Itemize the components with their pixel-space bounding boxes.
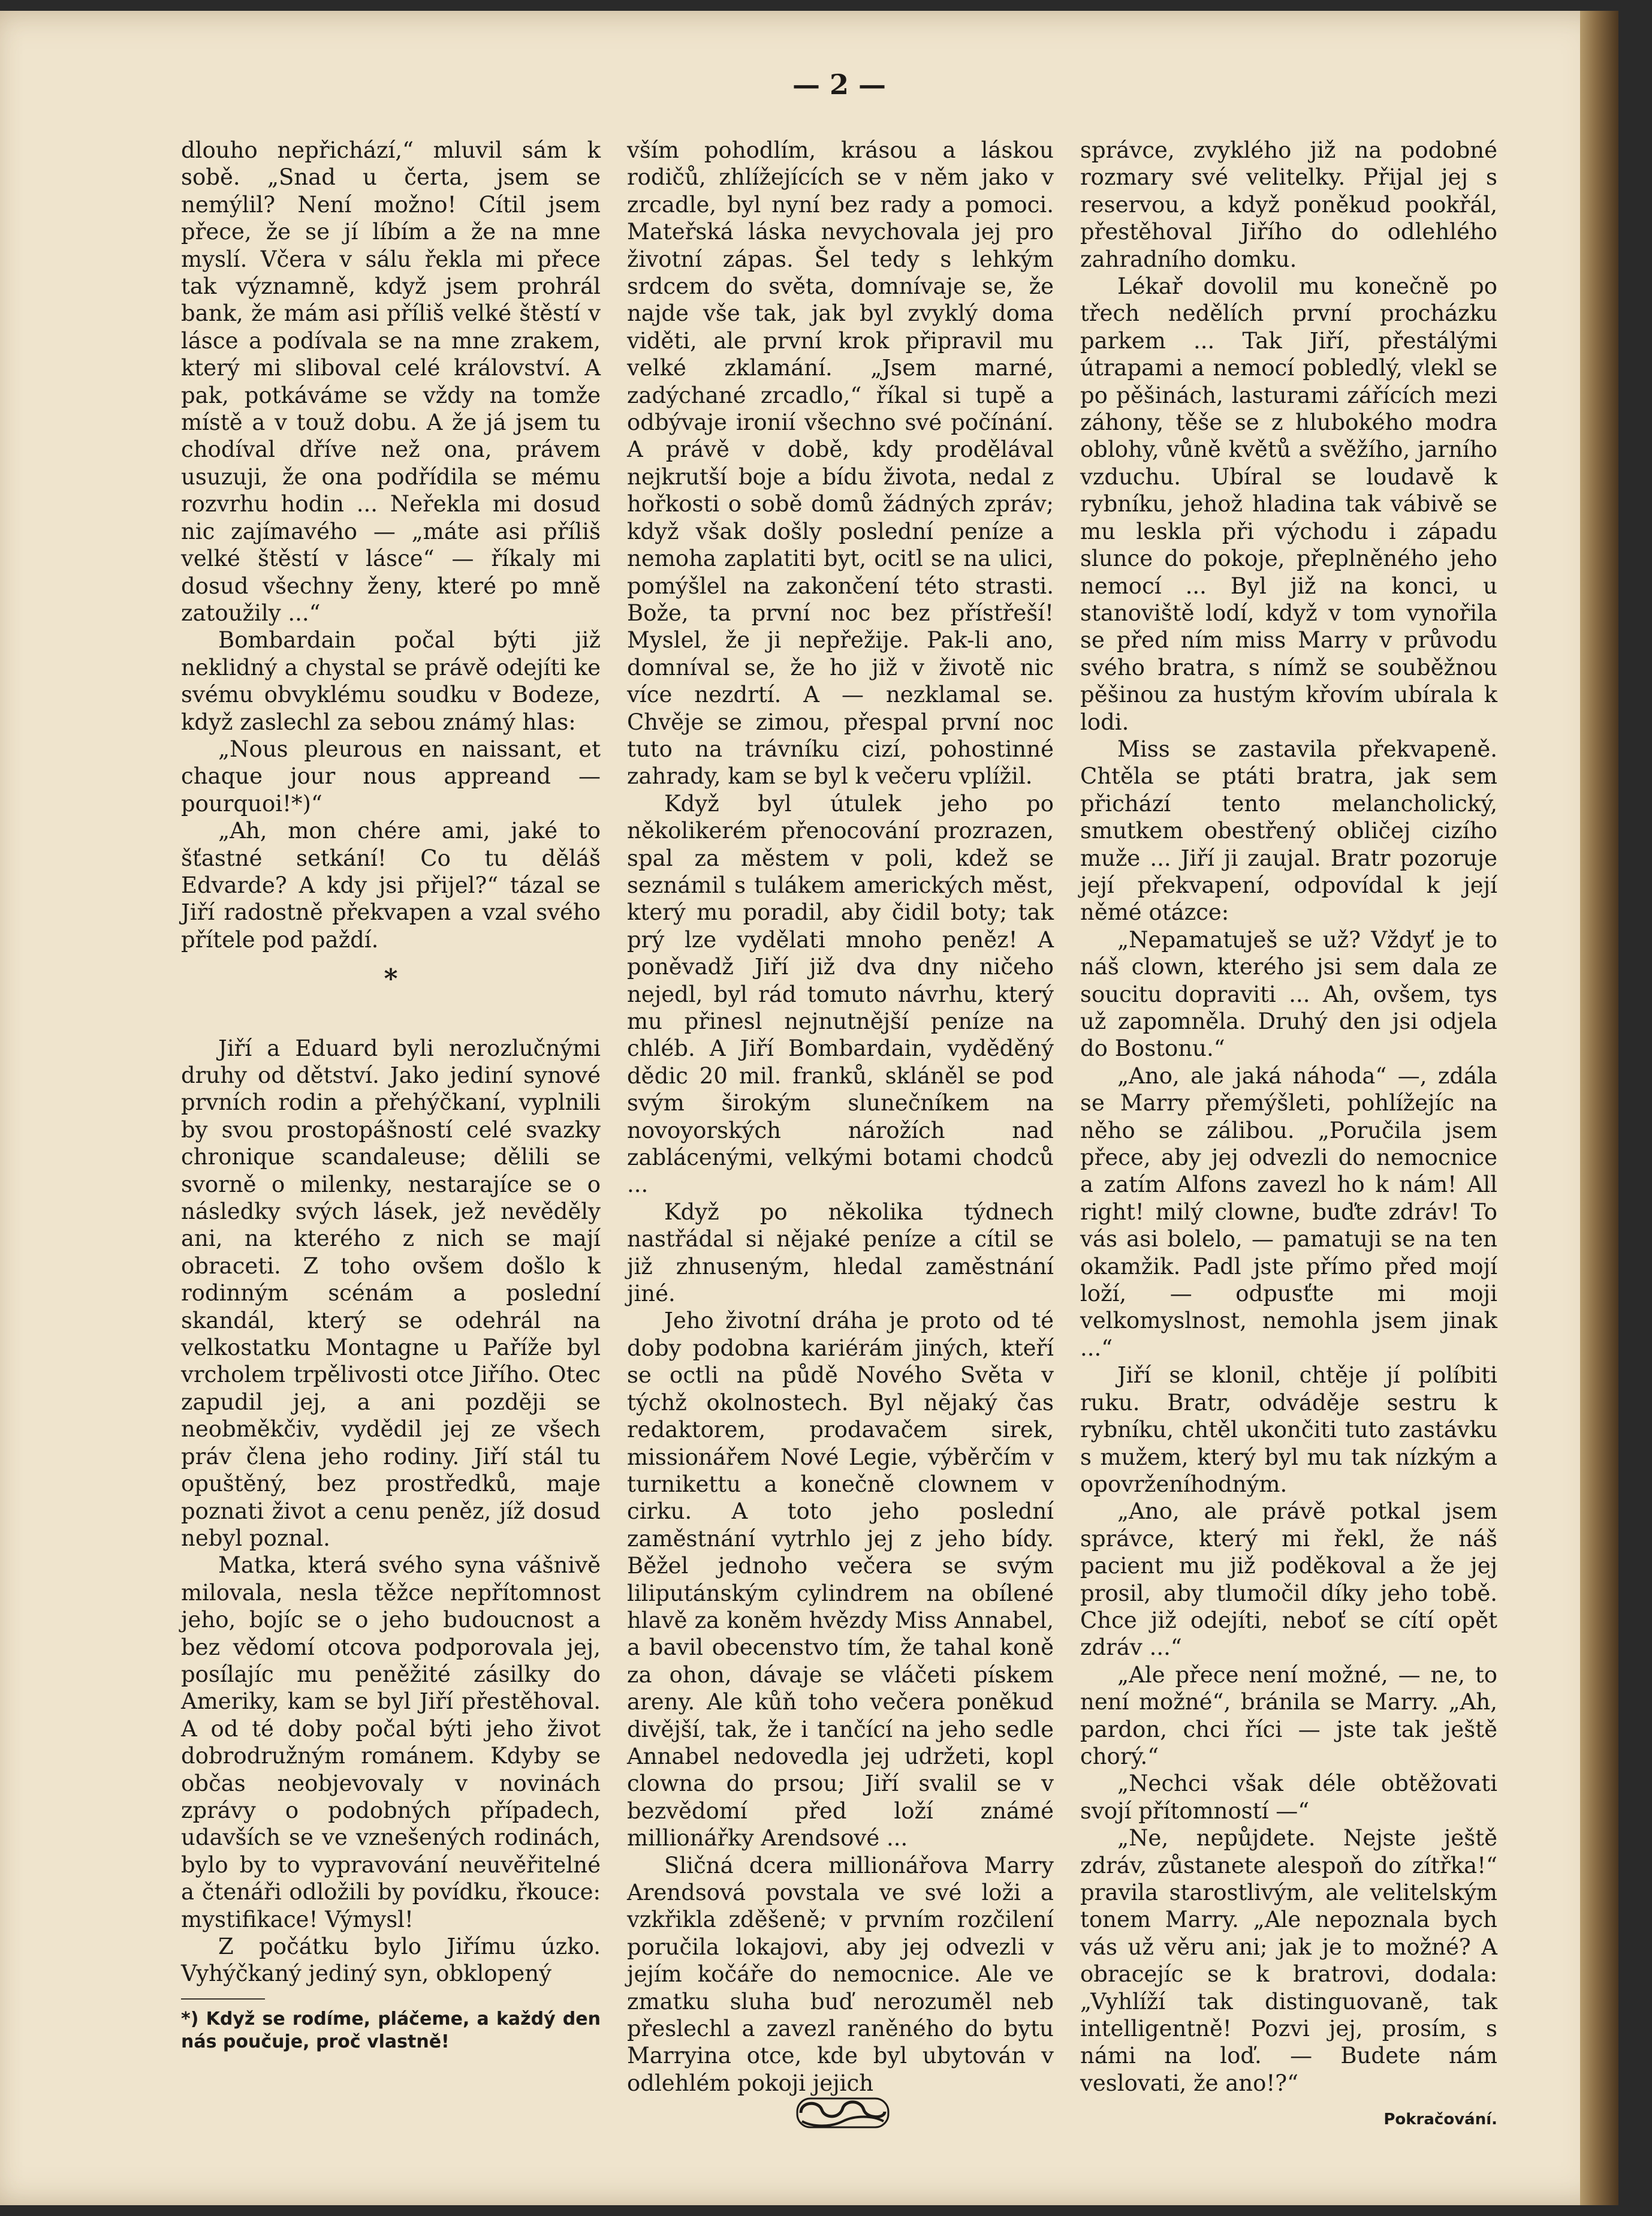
paragraph: vším pohodlím, krásou a láskou rodičů, zhlížejících se v něm jako v zrcadle, byl nyní bez rady a pomoci. Mateřská láska nevychovala jej pro životní zápas. Šel tedy s lehkým srdcem do světa, domnívaje se, že najde vše tak, jak byl zvyklý doma viděti, ale první krok připravil mu velké zklamání. „Jsem marné, zadýchané zrcadlo,“ říkal si tupě a odbývaje ironií všechno své počínání. A právě v době, kdy prodělával nejkrutší boje a bídu života, nedal z hořkosti o sobě domů žádných zpráv; když však došly poslední peníze a nemoha zaplatiti byt, ocitl se na ulici, pomýšlel na zakončení této strasti. Bože, ta první noc bez přístřeší! Myslel, že ji nepřežije. Pak-li ano, domníval se, že ho již v životě nic více nezdrtí. A — nezklamal se. Chvěje se zimou, přespal první noc tuto na trávníku cizí, pohostinné zahrady, kam se byl k večeru vplížil. xyxy=(627,137,1054,790)
paragraph: „Ah, mon chére ami, jaké to šťastné setkání! Co tu děláš Edvarde? A kdy jsi přijel?“ tázal se Jiří radostně překvapen a vzal svého přítele pod paždí. xyxy=(181,818,601,953)
continued-note: Pokračování. xyxy=(1383,2110,1497,2129)
paragraph: „Ano, ale právě potkal jsem správce, který mi řekl, že náš pacient mu již poděkoval a že jej prosil, aby tlumočil díky jeho tobě. Chce již odejíti, neboť se cítí opět zdráv ...“ xyxy=(1080,1498,1497,1661)
paragraph: Matka, která svého syna vášnivě milovala, nesla těžce nepřítomnost jeho, bojíc se o jeho budoucnost a bez vědomí otcova podporovala jej, posílajíc mu peněžité zásilky do Ameriky, kam se byl Jiří přestěhoval. A od té doby počal býti jeho život dobrodružným románem. Kdyby se občas neobjevovaly v novinách zprávy o podobných případech, udavších se ve vznešených rodinách, bylo by to vypravování neuvěřitelné a čtenáři odložili by povídku, řkouce: mystifikace! Výmysl! xyxy=(181,1552,601,1932)
newspaper-page xyxy=(0,11,1618,2205)
paragraph: Sličná dcera millionářova Marry Arendsová povstala ve své loži a vzkřikla zděšeně; v prvním rozčilení poručila lokajovi, aby jej odvezli v jejím kočáře do nemocnice. Ale ve zmatku sluha buď nerozuměl neb přeslechl a zavezl raněného do bytu Marryina otce, kde byl ubytován v odlehlém pokoji jejich xyxy=(627,1852,1054,2096)
paragraph: Z počátku bylo Jiřímu úzko. Vyhýčkaný jediný syn, obklopený xyxy=(181,1934,601,1987)
column-3 xyxy=(1080,137,1497,2134)
decorative-ornament-icon xyxy=(795,2095,891,2131)
column-1 xyxy=(181,137,601,2054)
section-separator: * xyxy=(384,964,398,995)
page-number: — 2 — xyxy=(792,68,887,101)
paragraph: „Ne, nepůjdete. Nejste ještě zdráv, zůstanete alespoň do zítřka!“ pravila starostlivým, ale velitelským tonem Marry. „Ale nepoznala bych vás už věru ani; jak je to možné? A obracejíc se k bratrovi, dodala: „Vyhlíží tak distinguovaně, tak intelligentně! Pozvi jej, prosím, s námi na loď. — Budete nám veslovati, že ano!?“ xyxy=(1080,1825,1497,2096)
paragraph: Jiří se klonil, chtěje jí políbiti ruku. Bratr, odváděje sestru k rybníku, chtěl ukončiti tuto zastávku s mužem, který byl mu tak nízkým a opovrženíhodným. xyxy=(1080,1362,1497,1497)
paragraph: Jiří a Eduard byli nerozlučnými druhy od dětství. Jako jediní synové prvních rodin a přehýčkaní, vyplnili by svou prostopášností celé svazky chronique scandaleuse; dělili se svorně o milenky, nestarajíce se o následky svých lásek, jež nevěděly ani, na kterého z nich se mají obraceti. Z toho ovšem došlo k rodinným scénám a poslední skandál, který se odehrál na velkostatku Montagne u Paříže byl vrcholem trpělivosti otce Jiřího. Otec zapudil jej, a ani později se neobměkčiv, vydědil jej ze všech práv člena jeho rodiny. Jiří stál tu opuštěný, bez prostředků, maje poznati život a cenu peněz, jíž dosud nebyl poznal. xyxy=(181,1035,601,1551)
paragraph: „Nechci však déle obtěžovati svojí přítomností —“ xyxy=(1080,1771,1497,1824)
paragraph: Jeho životní dráha je proto od té doby podobna kariérám jiných, kteří se octli na půdě Nového Světa v týchž okolnostech. Byl nějaký čas redaktorem, prodavačem sirek, missionářem Nové Legie, výběrčím v turnikettu a konečně clownem v cirku. A toto jeho poslední zaměstnání vytrhlo jej z jeho bídy. Běžel jednoho večera se svým liliputánským cylindrem na obílené hlavě za koněm hvězdy Miss Annabel, a bavil obecenstvo tím, že tahal koně za ohon, dávaje se vláčeti pískem areny. Ale kůň toho večera poněkud divější, tak, že i tančící na jeho sedle Annabel nedovedla jej udržeti, kopl clowna do prsou; Jiří svalil se v bezvědomí před loží známé millionářky Arendsové ... xyxy=(627,1308,1054,1851)
footnote: *) Když se rodíme, pláčeme, a každý den nás poučuje, proč vlastně! xyxy=(181,2008,601,2052)
page-binding-edge xyxy=(1580,11,1618,2205)
paragraph: „Nous pleurous en naissant, et chaque jour nous appreand — pourquoi!*)“ xyxy=(181,736,601,817)
paragraph: „Ale přece není možné, — ne, to není možné“, bránila se Marry. „Ah, pardon, chci říci — jste tak ještě chorý.“ xyxy=(1080,1661,1497,1769)
paragraph: Bombardain počal býti již neklidný a chystal se právě odejíti ke svému obvyklému soudku v Bodeze, když zaslechl za sebou známý hlas: xyxy=(181,627,601,735)
paragraph: Lékař dovolil mu konečně po třech nedělích první procházku parkem ... Tak Jiří, přestálými útrapami a nemocí pobledlý, vlekl se po pěšinách, lasturami zářících mezi záhony, těše se z hlubokého modra oblohy, vůně květů a svěžího, jarního vzduchu. Ubíral se loudavě k rybníku, jehož hladina tak vábivě se mu leskla při východu i západu slunce do pokoje, přeplněného jeho nemocí ... Byl již na konci, u stanoviště lodí, když v tom vynořila se před ním miss Marry v průvodu svého bratra, s nímž se souběžnou pěšinou za hustým křovím ubírala k lodi. xyxy=(1080,273,1497,735)
paragraph: dlouho nepřichází,“ mluvil sám k sobě. „Snad u čerta, jsem se nemýlil? Není možno! Cítil jsem přece, že se jí líbím a že na mne myslí. Včera v sálu řekla mi přece tak významně, když jsem prohrál bank, že mám asi příliš velké štěstí v lásce a podívala se na mne zrakem, který mi sliboval celé království. A pak, potkáváme se vždy na tomže místě a v touž dobu. A že já jsem tu chodíval dříve než ona, právem usuzuji, že ona podřídila se mému rozvrhu hodin ... Neřekla mi dosud nic zajímavého — „máte asi příliš velké štěstí v lásce“ — říkaly mi dosud všechny ženy, které po mně zatoužily ...“ xyxy=(181,137,601,626)
paragraph: „Nepamatuješ se už? Vždyť je to náš clown, kterého jsi sem dala ze soucitu dopraviti ... Ah, ovšem, tys už zapomněla. Druhý den jsi odjela do Bostonu.“ xyxy=(1080,926,1497,1062)
footnote-rule xyxy=(181,1998,265,2000)
paragraph: Když byl útulek jeho po několikerém přenocování prozrazen, spal za městem v poli, kdež se seznámil s tulákem amerických měst, který mu poradil, aby čidil boty; tak prý lze vydělati mnoho peněz! A poněvadž Jiří již dva dny ničeho nejedl, byl rád tomuto návrhu, který mu přinesl nejnutnější peníze na chléb. A Jiří Bombardain, vyděděný dědic 20 mil. franků, skláněl se pod svým širokým slunečníkem na novoyorských nárožích nad zablácenými, velkými botami chodců ... xyxy=(627,790,1054,1198)
paragraph: Když po několika týdnech nastřádal si nějaké peníze a cítil se již zhnuseným, hledal zaměstnání jiné. xyxy=(627,1199,1054,1307)
paragraph: „Ano, ale jaká náhoda“ —, zdála se Marry přemýšleti, pohlížejíc na něho se zálibou. „Poručila jsem přece, aby jej odvezli do nemocnice a zatím Alfons zavezl ho k nám! All right! milý clowne, buďte zdráv! To vás asi bolelo, — pamatuji se na ten okamžik. Padl jste přímo před mojí loží, — odpusťte mi moji velkomyslnost, nemohla jsem jinak ...“ xyxy=(1080,1062,1497,1361)
column-2 xyxy=(627,137,1054,2097)
paragraph: Miss se zastavila překvapeně. Chtěla se ptáti bratra, jak sem přichází tento melancholický, smutkem obestřený obličej cizího muže ... Jiří ji zaujal. Bratr pozoruje její překvapení, odpovídal k její němé otázce: xyxy=(1080,736,1497,926)
paragraph: správce, zvyklého již na podobné rozmary své velitelky. Přijal jej s reservou, a když poněkud pookřál, přestěhoval Jiřího do odlehlého zahradního domku. xyxy=(1080,137,1497,272)
